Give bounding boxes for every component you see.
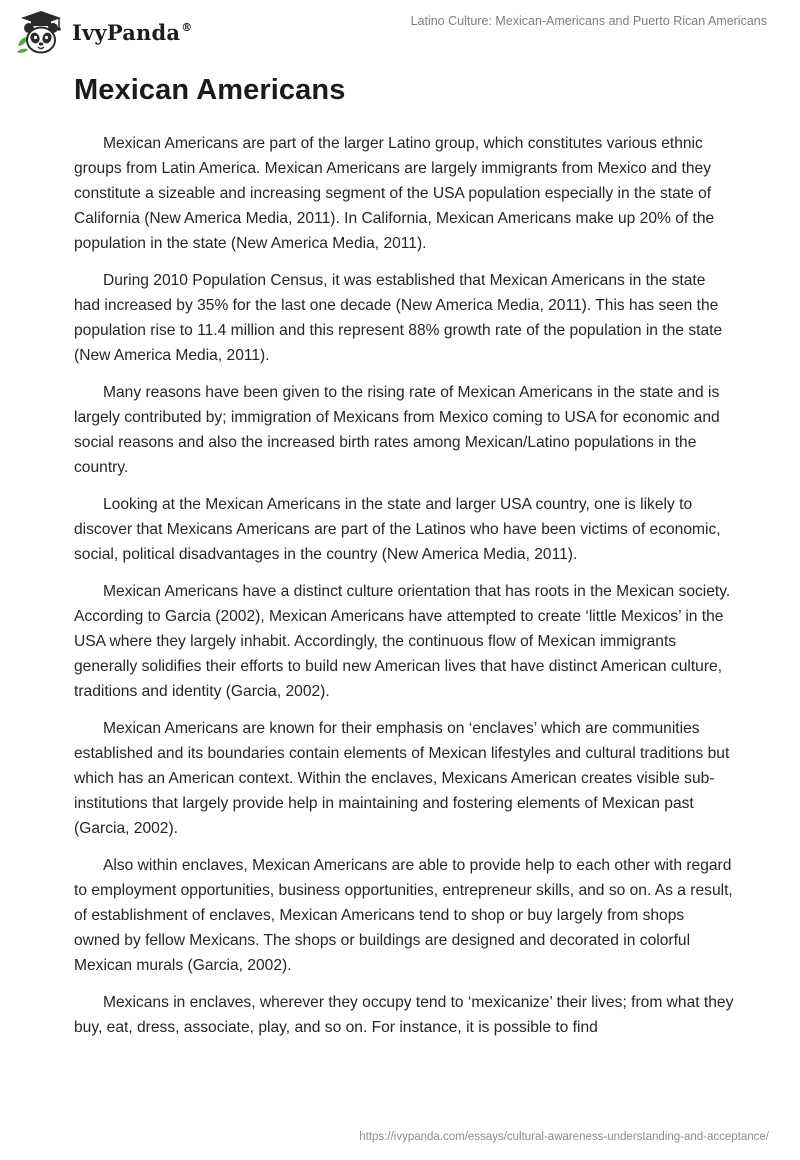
document-title: Latino Culture: Mexican-Americans and Puerto Rican Americans (410, 14, 767, 28)
paragraph: Mexican Americans have a distinct culture orientation that has roots in the Mexican society. According to Garcia (2002), Mexican Americans have attempted to create ‘little Mexicos’ in the USA where they largely inhabit. Accordingly, the continuous flow of Mexican immigrants generally solidifies their efforts to build new American lives that have distinct American culture, traditions and identity (Garcia, 2002). (74, 583, 731, 700)
registered-mark: ® (181, 20, 193, 34)
source-url-link[interactable]: https://ivypanda.com/essays/cultural-awareness-understanding-and-acceptance/ (359, 1131, 769, 1143)
paragraph: Also within enclaves, Mexican Americans are able to provide help to each other with regard to employment opportunities, business opportunities, entrepreneur skills, and so on. As a result, of establishment of enclaves, Mexican Americans tend to shop or buy largely from shops owned by fellow Mexicans. The shops or buildings are designed and decorated in colorful Mexican murals (Garcia, 2002). (74, 857, 733, 974)
section-heading: Mexican Americans (74, 74, 346, 106)
paragraph: During 2010 Population Census, it was established that Mexican Americans in the state had increased by 35% for the last one decade (New America Media, 2011). This has seen the population rise to 11.4 million and this represent 88% growth rate of the population in the state (New America Media, 2011). (74, 272, 723, 364)
paragraph: Mexican Americans are known for their emphasis on ‘enclaves’ which are communities established and its boundaries contain elements of Mexican lifestyles and cultural traditions but which has an American context. Within the enclaves, Mexicans American creates visible sub-institutions that largely provide help in maintaining and fostering elements of Mexican past (Garcia, 2002). (74, 720, 730, 837)
page-header (0, 0, 800, 64)
article-body (74, 131, 734, 1052)
brand-logo[interactable] (14, 8, 192, 56)
paragraph: Many reasons have been given to the rising rate of Mexican Americans in the state and is largely contributed by; immigration of Mexicans from Mexico coming to USA for economic and social reasons and also the increased birth rates among Mexican/Latino populations in the country. (74, 384, 720, 476)
panda-logo-icon (14, 8, 68, 56)
paragraph: Mexican Americans are part of the larger Latino group, which constitutes various ethnic groups from Latin America. Mexican Americans are largely immigrants from Mexico and they constitute a sizeable and increasing segment of the USA population especially in the state of California (New America Media, 2011). In California, Mexican Americans make up 20% of the population in the state (New America Media, 2011). (74, 135, 715, 252)
paragraph: Mexicans in enclaves, wherever they occupy tend to ‘mexicanize’ their lives; from what they buy, eat, dress, associate, play, and so on. For instance, it is possible to find (74, 994, 734, 1036)
brand-name: IvyPanda® (72, 19, 193, 45)
paragraph: Looking at the Mexican Americans in the state and larger USA country, one is likely to discover that Mexicans Americans are part of the Latinos who have been victims of economic, social, political disadvantages in the country (New America Media, 2011). (74, 496, 721, 563)
